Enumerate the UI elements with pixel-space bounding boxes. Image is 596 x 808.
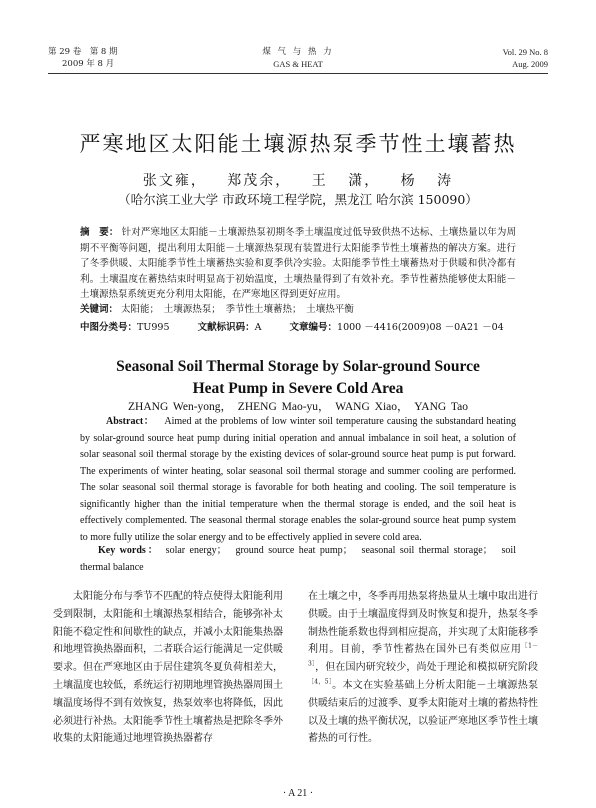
classification-line <box>80 320 516 336</box>
running-header-vol-en <box>503 46 548 70</box>
affiliation-cn: （哈尔滨工业大学 市政环境工程学院，黑龙江 哈尔滨 150090） <box>118 192 478 207</box>
body-right-part1: 在土壤之中，冬季再用热泵将热量从土壤中取出进行供暖。由于土壤温度得到及时恢复和提升，热泵冬季制热性能系数也得到相应提高，并实现了太阳能移季利用。目前，季节性蓄热在国外已有类似应用 <box>308 591 538 656</box>
header-rule <box>48 73 548 74</box>
abstract-cn <box>80 225 516 303</box>
doc-code-value: A <box>254 322 262 333</box>
authors-cn: 张文雍， 郑茂余， 王 潇， 杨 涛 <box>142 173 454 189</box>
class-value: TU995 <box>137 322 170 333</box>
abstract-text-cn: 针对严寒地区太阳能－土壤源热泵初期冬季土壤温度过低导致供热不达标、土壤热量以年为周期不平衡等问题，提出利用太阳能－土壤源热泵现有装置进行太阳能季节性土壤蓄热的解决方案。进行了冬季供暖、太阳能季节性土壤蓄热实验和夏季供冷实验。太阳能季节性土壤蓄热对于供暖和供冷都有利。土壤温度在蓄热结束时明显高于初始温度，土壤热量得到了有效补充。季节性蓄热能够使太阳能－土壤源热泵系统更充分利用太阳能，在严寒地区得到更好应用。 <box>80 227 516 300</box>
abstract-label-en: Abstract： <box>106 416 155 427</box>
header-date-en: Aug. 2009 <box>512 59 548 69</box>
abstract-en <box>80 414 516 546</box>
abstract-text-en: Aimed at the problems of low winter soil temperature causing the substandard heating by solar-ground source heat pump during initial operation and annual imbalance in soil heat, a solution of solar seasonal soil thermal storage by the existing devices of solar-ground source heat pump is put forward. The experiments of winter heating, solar seasonal soil thermal storage and summer cooling are performed. The solar seasonal soil thermal storage is favorable for both heating and cooling. The soil temperature is significantly higher than the initial temperature when the thermal storage is ended, and the soil heat is effectively complemented. The seasonal thermal storage enables the solar-ground source heat pump system to more fully utilize the solar energy and to be effectively applied in severe cold area. <box>80 416 516 543</box>
abstract-label-cn: 摘 要： <box>80 227 119 238</box>
running-header-volume <box>48 46 118 70</box>
body-right-part3: 。本文在实验基础上分析太阳能－土壤源热泵供暖结束后的过渡季、夏季太阳能对土壤的蓄热特性以及土壤的热平衡状况，以验证严寒地区季节性土壤蓄热的可行性。 <box>308 679 538 745</box>
keywords-label-en: Key words： <box>98 545 160 556</box>
header-date: 2009 年 8 月 <box>62 59 115 69</box>
header-vol-no: Vol. 29 No. 8 <box>502 47 548 57</box>
keywords-en <box>80 543 516 576</box>
title-en-line1: Seasonal Soil Thermal Storage by Solar-ground Source <box>116 358 480 375</box>
journal-name-cn: 煤 气 与 热 力 <box>262 47 334 57</box>
citation-4-5: ［4，5］ <box>308 678 333 686</box>
paper-title-cn: 严寒地区太阳能土壤源热泵季节性土壤蓄热 <box>79 132 517 156</box>
keywords-label-cn: 关键词： <box>80 304 119 315</box>
authors-en: ZHANG Wen-yong， ZHENG Mao-yu， WANG Xiao， YANG Tao <box>128 401 468 413</box>
paper-title-en <box>0 356 596 400</box>
running-header-journal <box>198 46 398 70</box>
keywords-text-en: solar energy； ground source heat pump； seasonal soil thermal storage； soil thermal balance <box>80 545 516 573</box>
article-number-value: 1000 －4416(2009)08 －0A21 －04 <box>337 322 504 333</box>
class-label: 中图分类号： <box>80 322 138 333</box>
journal-name-en: GAS & HEAT <box>273 59 323 69</box>
doc-code-label: 文献标识码： <box>197 322 255 333</box>
keywords-cn <box>80 302 516 318</box>
keywords-text-cn: 太阳能； 土壤源热泵； 季节性土壤蓄热； 土壤热平衡 <box>121 304 354 315</box>
citation-1-3: ［1－3］ <box>308 643 538 668</box>
body-column-left: 太阳能分布与季节不匹配的特点使得太阳能利用受到限制，太阳能和土壤源热泵相结合，能够弥补太阳能不稳定性和间歇性的缺点，并减小太阳能集热器和地埋管换热器面积，二者联合运行能满足一定供暖要求。但在严寒地区由于居住建筑冬夏负荷相差大，土壤温度也较低，系统运行初期地埋管换热器周围土壤温度场得不到有效恢复，热泵效率也将降低，因此必须进行补热。太阳能季节性土壤蓄热是把除冬季外收集的太阳能通过地埋管换热器蓄存 <box>53 591 283 745</box>
article-number-label: 文章编号： <box>289 322 338 333</box>
body-right-part2: ，但在国内研究较少，尚处于理论和模拟研究阶段 <box>315 662 538 674</box>
title-en-line2: Heat Pump in Severe Cold Area <box>192 380 404 397</box>
header-volume-issue: 第 29 卷 第 8 期 <box>48 47 118 57</box>
page-number: · A 21 · <box>282 788 314 799</box>
body-column-right <box>308 588 538 748</box>
